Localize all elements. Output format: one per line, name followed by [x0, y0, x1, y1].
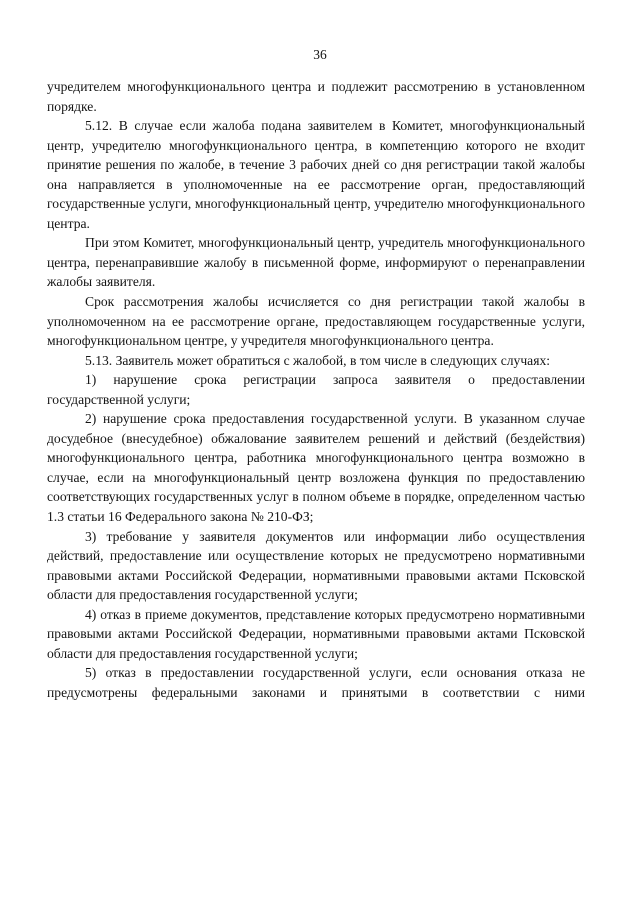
list-item-2: 2) нарушение срока предоставления государственной услуги. В указанном случае досудебное (внесудебное) обжалование заявителем решений и действий (бездействия) многофункционального центра, работника многофункционального центра возможно в случае, если на многофункциональный центр возложена функция по предоставлению соответствующих государственных услуг в полном объеме в порядке, определенном частью 1.3 статьи 16 Федерального закона № 210-ФЗ;: [47, 411, 585, 525]
list-item-4: 4) отказ в приеме документов, представление которых предусмотрено нормативными правовыми актами Российской Федерации, нормативными правовыми актами Псковской области для предоставления государственной услуги;: [47, 606, 585, 661]
paragraph-review-term: Срок рассмотрения жалобы исчисляется со дня регистрации такой жалобы в уполномоченном на ее рассмотрение органе, предоставляющем государственные услуги, многофункциональном центре, у учредителя многофункционального центра.: [47, 294, 585, 349]
page-number: 36: [313, 47, 327, 62]
document-body: [47, 77, 585, 703]
list-item-3: 3) требование у заявителя документов или информации либо осуществления действий, предоставление или осуществление которых не предусмотрено нормативными правовыми актами Российской Федерации, нормативными правовыми актами Псковской области для предоставления государственной услуги;: [47, 528, 585, 603]
list-item-1: 1) нарушение срока регистрации запроса заявителя о предоставлении государственной услуги;: [47, 372, 585, 407]
paragraph-5-12: 5.12. В случае если жалоба подана заявителем в Комитет, многофункциональный центр, учредителю многофункционального центра, в компетенцию которого не входит принятие решения по жалобе, в течение 3 рабочих дней со дня регистрации такой жалобы она направляется в уполномоченные на ее рассмотрение орган, предоставляющий государственные услуги, многофункциональный центр, учредителю многофункционального центра.: [47, 118, 585, 231]
list-item-5: 5) отказ в предоставлении государственной услуги, если основания отказа не предусмотрены федеральными законами и принятыми в соответствии с ними: [47, 665, 585, 700]
paragraph-continuation: учредителем многофункционального центра и подлежит рассмотрению в установленном порядке.: [47, 79, 585, 114]
paragraph-5-13: 5.13. Заявитель может обратиться с жалобой, в том числе в следующих случаях:: [85, 352, 551, 368]
paragraph-committee-redirect: При этом Комитет, многофункциональный центр, учредитель многофункционального центра, перенаправившие жалобу в письменной форме, информируют о перенаправлении жалобы заявителя.: [47, 235, 585, 290]
